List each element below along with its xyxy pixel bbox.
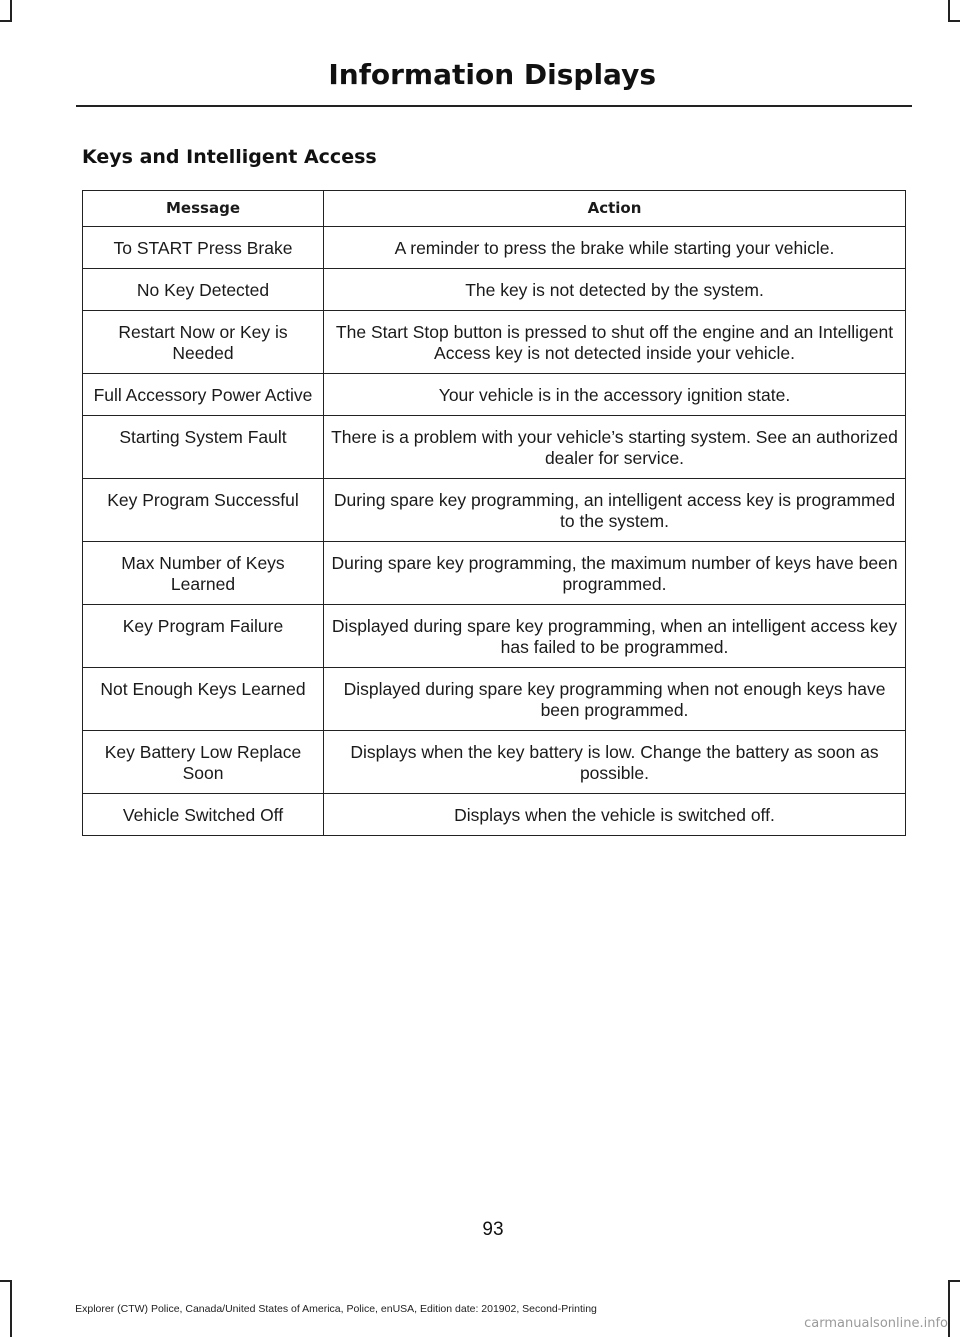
action-cell: Displayed during spare key programming when not enough keys have been programmed. — [324, 668, 906, 731]
table-row — [83, 542, 906, 605]
crop-mark-top-left-v — [10, 0, 12, 20]
header-divider — [76, 105, 912, 107]
action-cell: Displays when the key battery is low. Change the battery as soon as possible. — [324, 731, 906, 794]
table-row — [83, 668, 906, 731]
site-watermark[interactable]: carmanualsonline.info — [804, 1316, 948, 1331]
message-cell: Vehicle Switched Off — [83, 794, 324, 836]
table-row — [83, 227, 906, 269]
message-cell: Key Program Successful — [83, 479, 324, 542]
action-cell: Displayed during spare key programming, when an intelligent access key has failed to be programmed. — [324, 605, 906, 668]
crop-mark-top-left-h — [0, 20, 12, 22]
action-cell: During spare key programming, an intelligent access key is programmed to the system. — [324, 479, 906, 542]
edition-footer: Explorer (CTW) Police, Canada/United States of America, Police, enUSA, Edition date: 201902, Second-Printing — [75, 1303, 597, 1315]
action-cell: During spare key programming, the maximum number of keys have been programmed. — [324, 542, 906, 605]
message-cell: No Key Detected — [83, 269, 324, 311]
section-title: Keys and Intelligent Access — [82, 146, 377, 168]
crop-mark-top-right-h — [948, 20, 960, 22]
message-cell: Max Number of Keys Learned — [83, 542, 324, 605]
action-cell: Displays when the vehicle is switched off. — [324, 794, 906, 836]
action-cell: There is a problem with your vehicle’s starting system. See an authorized dealer for service. — [324, 416, 906, 479]
crop-mark-bottom-left-h — [0, 1280, 12, 1282]
table-row — [83, 479, 906, 542]
table-row — [83, 794, 906, 836]
column-header-message: Message — [83, 191, 324, 227]
table-row — [83, 374, 906, 416]
action-cell: The Start Stop button is pressed to shut off the engine and an Intelligent Access key is not detected inside your vehicle. — [324, 311, 906, 374]
table-row — [83, 311, 906, 374]
table-row — [83, 605, 906, 668]
messages-table — [82, 190, 906, 836]
crop-mark-top-right-v — [948, 0, 950, 20]
crop-mark-bottom-right-h — [948, 1280, 960, 1282]
page-header-title: Information Displays — [328, 58, 656, 91]
message-cell: Restart Now or Key is Needed — [83, 311, 324, 374]
message-cell: To START Press Brake — [83, 227, 324, 269]
message-cell: Not Enough Keys Learned — [83, 668, 324, 731]
table-row — [83, 269, 906, 311]
table-header-row — [83, 191, 906, 227]
message-cell: Starting System Fault — [83, 416, 324, 479]
crop-mark-bottom-right-v — [948, 1280, 950, 1337]
table-row — [83, 416, 906, 479]
action-cell: Your vehicle is in the accessory ignition state. — [324, 374, 906, 416]
action-cell: The key is not detected by the system. — [324, 269, 906, 311]
message-cell: Key Program Failure — [83, 605, 324, 668]
action-cell: A reminder to press the brake while starting your vehicle. — [324, 227, 906, 269]
page-number: 93 — [482, 1219, 504, 1240]
message-cell: Key Battery Low Replace Soon — [83, 731, 324, 794]
message-cell: Full Accessory Power Active — [83, 374, 324, 416]
column-header-action: Action — [324, 191, 906, 227]
table-row — [83, 731, 906, 794]
